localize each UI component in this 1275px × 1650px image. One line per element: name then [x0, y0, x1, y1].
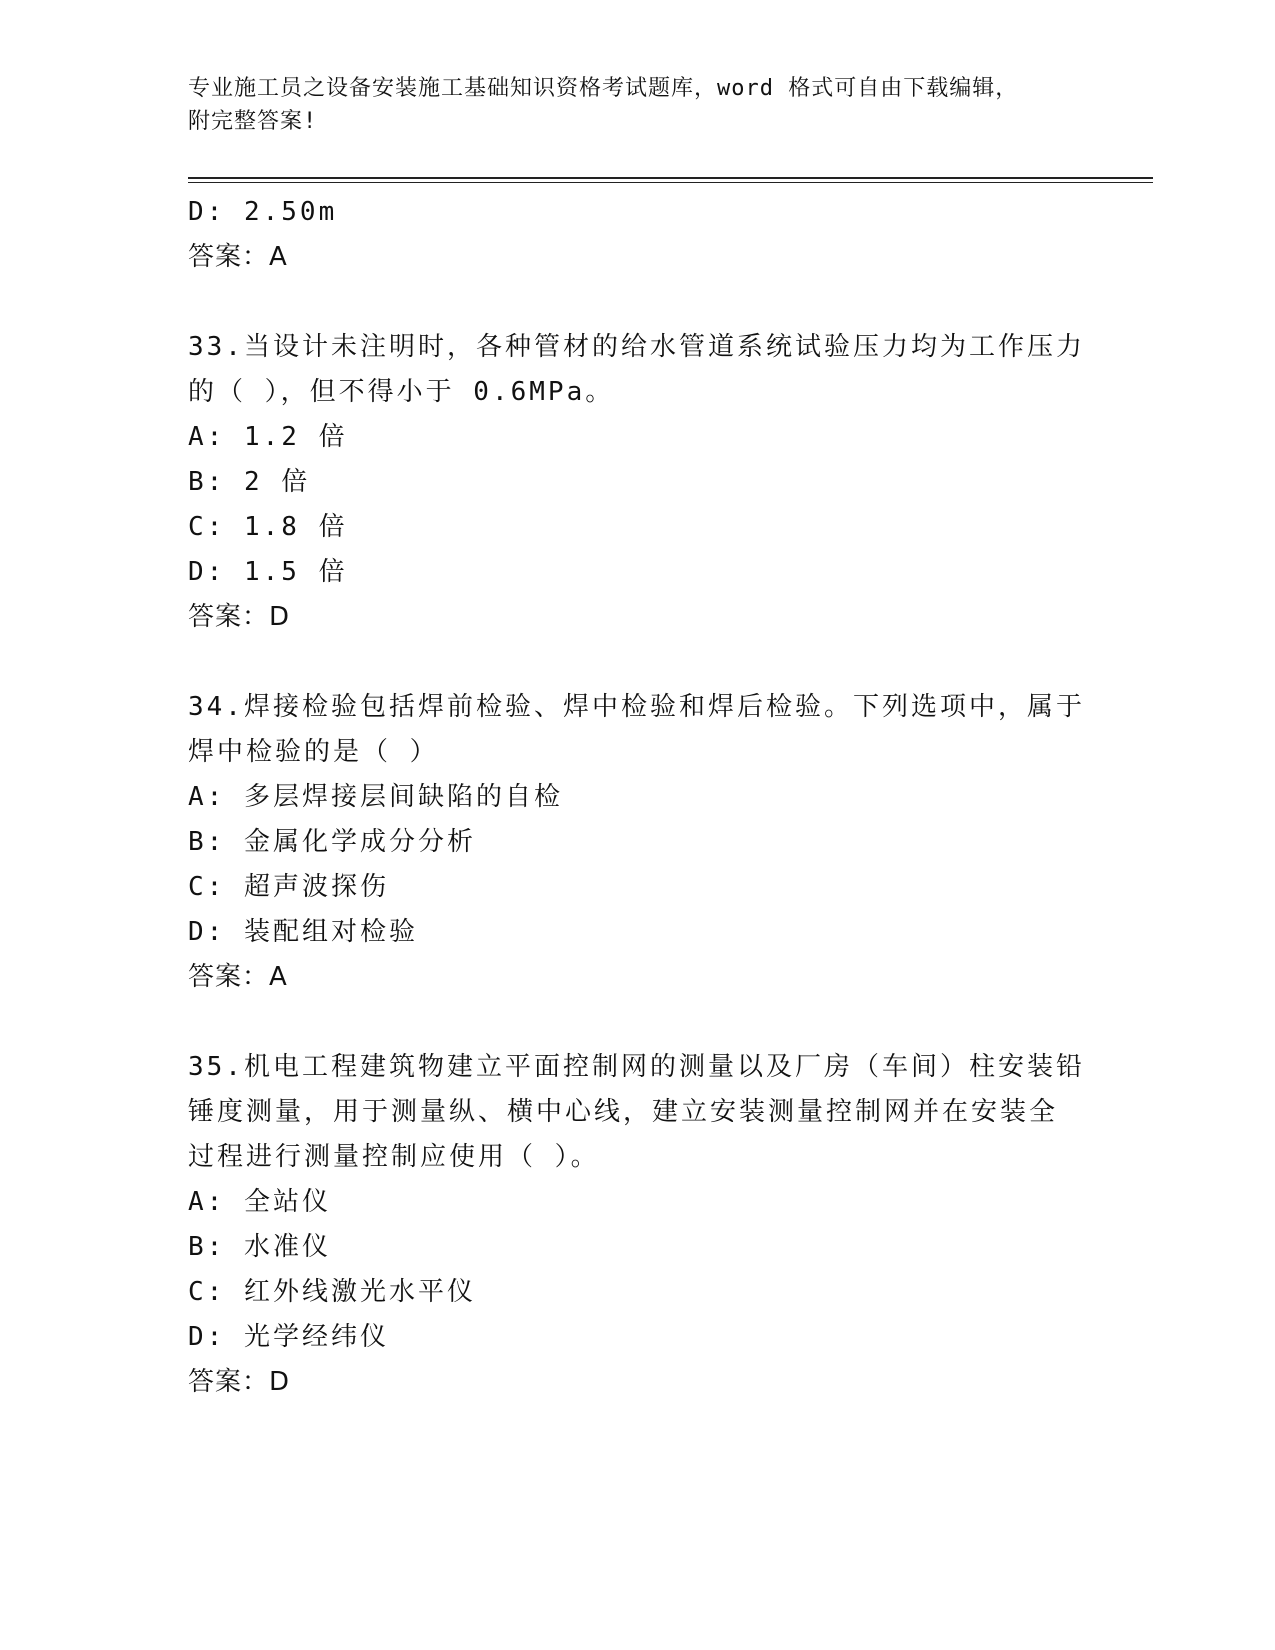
question-stem-line: 焊中检验的是（ ） [188, 737, 439, 767]
option-a: A: 多层焊接层间缺陷的自检 [188, 782, 563, 812]
option-a: A: 1.2 倍 [188, 422, 348, 452]
option-d: D: 光学经纬仪 [188, 1322, 389, 1352]
question-34 [188, 685, 1088, 1000]
header-line-1: 专业施工员之设备安装施工基础知识资格考试题库，word 格式可自由下载编辑， [188, 76, 1019, 101]
prev-answer: 答案：A [188, 242, 288, 272]
question-33 [188, 325, 1088, 640]
question-stem-line: 34.焊接检验包括焊前检验、焊中检验和焊后检验。下列选项中，属于 [188, 692, 1085, 722]
answer: 答案：A [188, 962, 288, 992]
option-b: B: 水准仪 [188, 1232, 331, 1262]
answer: 答案：D [188, 1367, 291, 1397]
option-b: B: 金属化学成分分析 [188, 827, 476, 857]
header-divider-thin [188, 182, 1153, 183]
answer: 答案：D [188, 602, 291, 632]
option-d: D: 1.5 倍 [188, 557, 348, 587]
option-b: B: 2 倍 [188, 467, 311, 497]
option-d: D: 装配组对检验 [188, 917, 418, 947]
question-stem-line: 过程进行测量控制应使用（ ）。 [188, 1142, 600, 1172]
header-line-2: 附完整答案! [188, 109, 318, 134]
option-c: C: 超声波探伤 [188, 872, 389, 902]
option-c: C: 1.8 倍 [188, 512, 348, 542]
question-stem-line: 的（ ），但不得小于 0.6MPa。 [188, 377, 615, 407]
header-divider-thick [188, 177, 1153, 179]
question-35 [188, 1045, 1088, 1405]
option-c: C: 红外线激光水平仪 [188, 1277, 476, 1307]
document-header [188, 72, 1088, 138]
option-a: A: 全站仪 [188, 1187, 331, 1217]
question-content [188, 190, 1088, 1405]
question-stem-line: 锤度测量，用于测量纵、横中心线，建立安装测量控制网并在安装全 [188, 1097, 1059, 1127]
prev-option-d: D: 2.50m [188, 197, 338, 227]
question-stem-line: 35.机电工程建筑物建立平面控制网的测量以及厂房（车间）柱安装铅 [188, 1052, 1085, 1082]
question-stem-line: 33.当设计未注明时，各种管材的给水管道系统试验压力均为工作压力 [188, 332, 1085, 362]
